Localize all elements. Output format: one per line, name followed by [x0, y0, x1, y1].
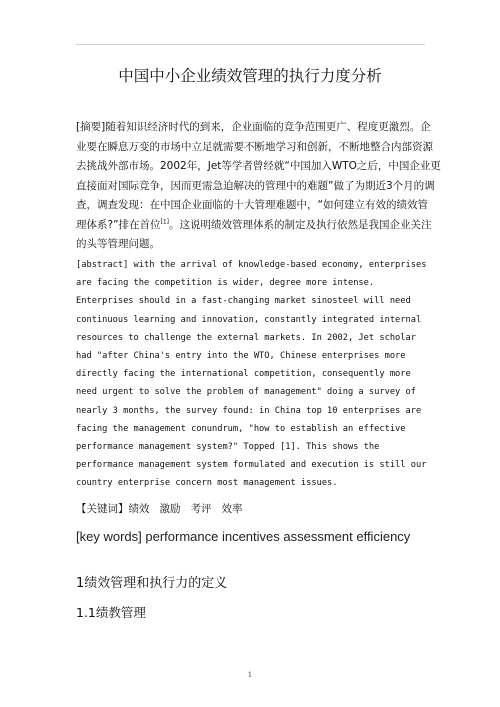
chinese-keywords — [76, 500, 243, 518]
english-abstract-line: continuous learning and innovation, constantly integrated internal — [76, 314, 422, 325]
chinese-abstract-text-after-citation: 。这说明绩效管理体系的制定及执行依然是我国企业关注 — [169, 218, 432, 231]
english-abstract-line: resources to challenge the external markets. In 2002, Jet scholar — [76, 332, 416, 343]
english-abstract-line: performance management system formulated and execution is still our — [76, 460, 427, 471]
english-abstract-line: nearly 3 months, the survey found: in China top 10 enterprises are — [76, 405, 422, 416]
english-abstract-line: performance management system?" Topped [1]. This shows the — [76, 441, 380, 452]
subsection-heading: 1.1绩教管理 — [76, 605, 146, 620]
page-number: 1 — [247, 671, 253, 679]
english-abstract-line: facing the management conundrum, "how to establish an effective — [76, 423, 406, 434]
english-abstract-line: are facing the competition is wider, degree more intense. — [76, 278, 375, 289]
chinese-keyword: 激励 — [159, 503, 181, 515]
chinese-abstract-line: 去挑战外部市场。2002年，Jet等学者曾经就“中国加入WTO之后，中国企业更 — [76, 160, 441, 172]
section-heading: 1绩效管理和执行力的定义 — [76, 576, 228, 591]
english-abstract-line: country enterprise concern most management issues. — [76, 478, 338, 489]
chinese-keyword: 效率 — [221, 503, 243, 515]
chinese-abstract-final-line: 的头等管理问题。 — [76, 238, 160, 250]
english-abstract-line: need urgent to solve the problem of management" doing a survey of — [76, 387, 416, 398]
english-abstract-line: had "after China's entry into the WTO, Chinese enterprises more — [76, 350, 406, 361]
chinese-keyword: 绩效 — [128, 503, 150, 515]
header-rule — [76, 44, 425, 45]
chinese-abstract-text-before-citation: 理体系?”排在首位 — [76, 218, 161, 231]
chinese-keyword: 考评 — [190, 503, 212, 515]
chinese-abstract — [76, 118, 441, 255]
chinese-abstract-line: 直接面对国际竞争，因而更需急迫解决的管理中的难题”做了为期近3个月的调 — [76, 179, 435, 192]
chinese-abstract-line: [摘要]随着知识经济时代的到来，企业面临的竞争范围更广、程度更激烈。企 — [76, 121, 431, 133]
english-abstract-line: directly facing the international competition, consequently more — [76, 369, 411, 380]
chinese-abstract-line: 业要在瞬息万变的市场中立足就需要不断地学习和创新，不断地整合内部资源 — [76, 140, 433, 153]
english-abstract-line: [abstract] with the arrival of knowledge-based economy, enterprises — [76, 260, 427, 270]
citation-marker: [1] — [160, 218, 170, 225]
chinese-abstract-line: 查，调查发现：在中国企业面临的十大管理难题中，“如何建立有效的绩效管 — [76, 199, 428, 211]
chinese-keywords-label: 【关键词】 — [76, 503, 129, 515]
paper-title: 中国中小企业绩效管理的执行力度分析 — [118, 67, 382, 85]
english-abstract-line: Enterprises should in a fast-changing market sinosteel will need — [76, 296, 411, 307]
english-keywords: [key words] performance incentives assessment efficiency — [76, 529, 411, 544]
chinese-abstract-line-with-citation — [76, 216, 432, 236]
english-abstract — [76, 256, 426, 492]
